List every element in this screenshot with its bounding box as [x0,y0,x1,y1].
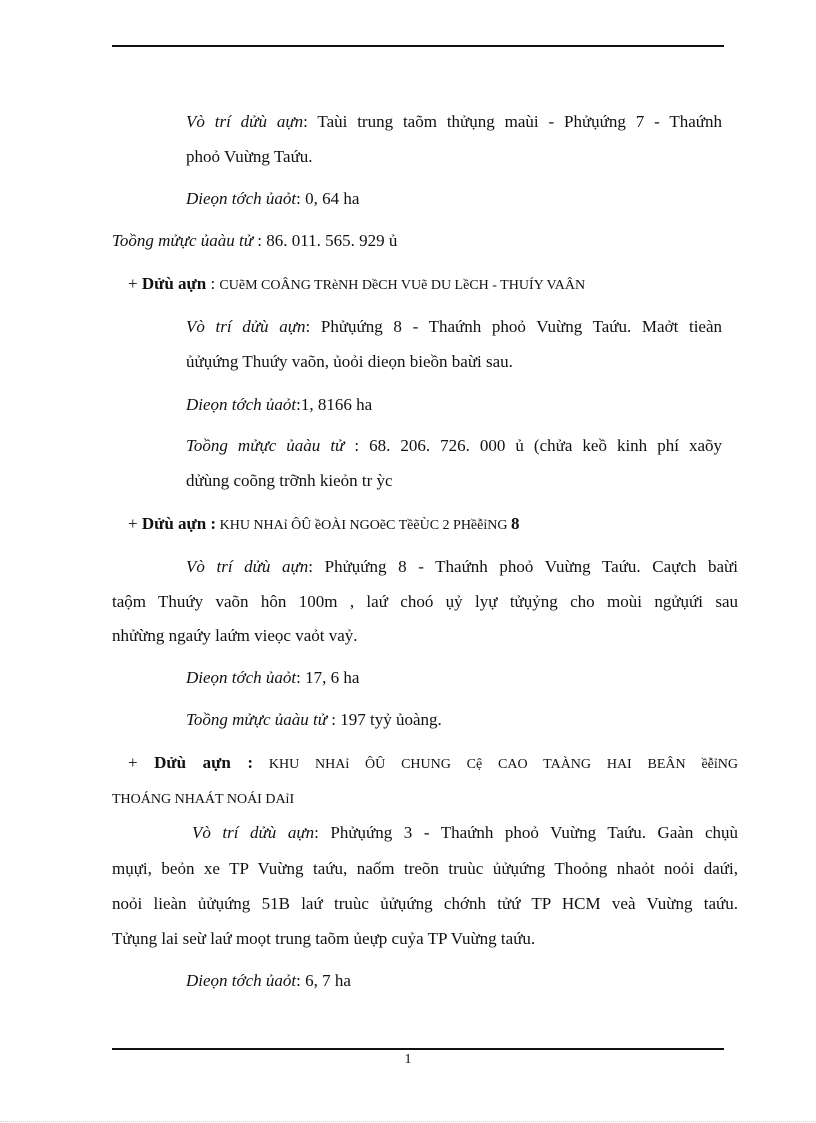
heading-label: Dửù aựn : [141,514,217,533]
text-line [186,316,722,338]
text-line [186,394,372,416]
field-value: :1, 8166 ha [296,395,373,414]
heading-title: KHU NHAỉ ÔÛ ềOÀI NGOẽC TềẽÙC 2 PHềễỉNG [216,518,511,533]
text-line [186,188,359,210]
page-edge-divider [0,1121,816,1122]
field-label: Toồng mửực ủaàu tử [186,710,328,729]
field-value: : 17, 6 ha [296,668,360,687]
text-line [186,709,442,731]
project-heading [128,752,738,776]
page-number: 1 [404,1052,412,1067]
field-label: Vò trí dửù aựn [186,557,309,576]
project-heading [128,273,585,297]
project-heading-cont [112,787,294,811]
text-line [186,435,722,457]
field-label: Vò trí dửù aựn [186,112,304,131]
heading-number: 8 [510,514,520,533]
text-line [112,928,535,950]
text-line [112,591,738,613]
field-label: Dieọn tớch ủaỏt [186,189,297,208]
text-line [192,822,738,844]
text-line [186,351,513,373]
field-value: : Phửụứng 3 - Thaứnh phoỏ Vuừng Taứu. Gaàn chụù [314,823,739,842]
heading-title: CUẽM COÂNG TRèNH DềCH VUẽ DU LềCH - THUÍY VAÂN [219,278,586,293]
field-value: : 0, 64 ha [296,189,360,208]
field-label: Dieọn tớch ủaỏt [186,971,297,990]
text-line [112,625,358,647]
text-line [186,470,393,492]
heading-title: KHU NHAỉ ÔÛ CHUNG Cệ CAO TAÀNG HAI BEÂN ềễỉNG [253,757,738,772]
field-value: : Phửụứng 8 - Thaứnh phoỏ Vuừng Taứu. Caựch baừi [308,557,738,576]
field-value: : 6, 7 ha [296,971,351,990]
text-line [112,893,738,915]
field-value: : 68. 206. 726. 000 ủ (chửa keồ kinh phí xaõy [344,436,722,455]
heading-label: Dửù aựn : [154,753,254,772]
field-value: Tửụng lai seừ laứ moọt trung taõm ủeựp cuỷa TP Vuừng taứu. [112,929,536,948]
text-line [186,146,313,168]
text-line [112,858,738,880]
field-value: nhửừng ngaứy laứm vieọc vaỏt vaỷ. [112,626,358,645]
field-label: Vò trí dửù aựn [186,317,306,336]
text-line [186,556,738,578]
bullet-plus: + [128,514,142,533]
field-value: : 197 tyỷ ủoàng. [327,710,442,729]
header-rule [112,45,724,47]
field-label: Vò trí dửù aựn [192,823,315,842]
field-value: phoỏ Vuừng Taứu. [186,147,313,166]
text-line [186,667,359,689]
bullet-plus: + [128,753,155,772]
field-value: noỏi lieàn ủửụứng 51B laứ truùc ủửụứng chớnh tửứ TP HCM veà Vuừng taứu. [112,894,738,913]
text-line [186,111,722,133]
field-value: taộm Thuứy vaõn hôn 100m , laứ choó ụỷ lyự tửụỷng cho moùi ngửụứi sau [112,592,738,611]
field-value: : Taùi trung taõm thửụng maùi - Phửụứng 7 - Thaứnh [303,112,722,131]
text-line [112,230,397,252]
field-value: mụựi, beỏn xe TP Vuừng taứu, naốm treõn truùc ủửụứng Thoỏng nhaỏt noỏi daứi, [112,859,738,878]
text-line [186,970,351,992]
bullet-plus: + [128,274,142,293]
field-value: : Phửụứng 8 - Thaứnh phoỏ Vuừng Taứu. Maởt tieàn [305,317,723,336]
field-label: Toồng mửực ủaàu tử [186,436,345,455]
footer-rule [112,1048,724,1050]
field-value: dửùng coõng trỡnh kieỏn tr ỳc [186,471,393,490]
project-heading [128,513,519,537]
field-value: ủửụứng Thuứy vaõn, ủoỏi dieọn bieồn baừi sau. [186,352,513,371]
field-label: Dieọn tớch ủaỏt [186,668,297,687]
field-label: Dieọn tớch ủaỏt [186,395,297,414]
heading-title: THOÁNG NHAÁT NOÁI DAỉI [112,792,295,807]
heading-label: Dửù aựn [141,274,207,293]
heading-colon: : [206,274,220,293]
field-value: : 86. 011. 565. 929 ủ [253,231,398,250]
field-label: Toồng mửực ủaàu tử [112,231,254,250]
